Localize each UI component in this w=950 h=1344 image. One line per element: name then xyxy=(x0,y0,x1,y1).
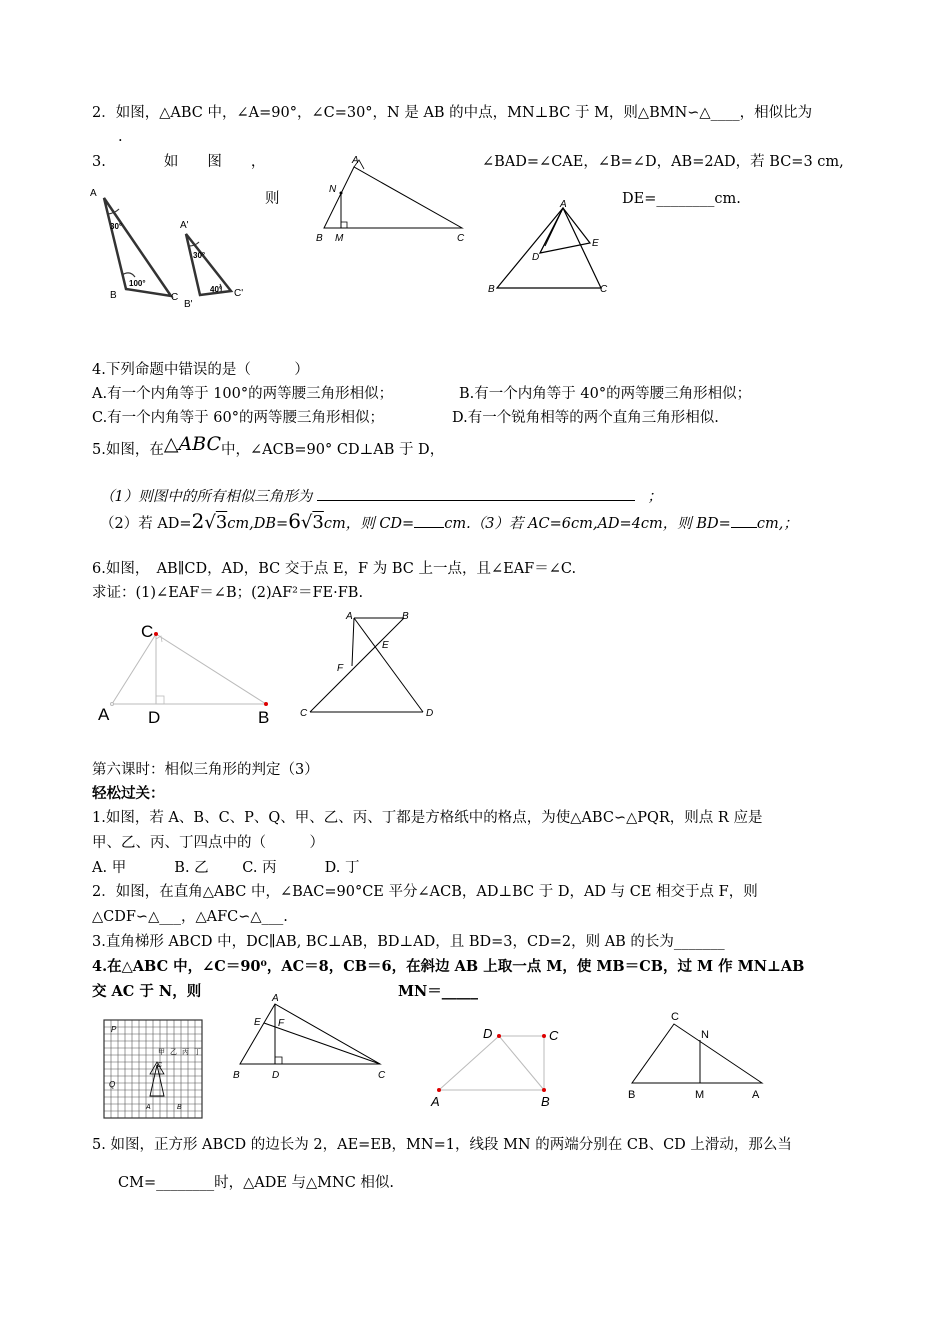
label-m: M xyxy=(695,1089,705,1101)
figure-l4-triangle xyxy=(622,1006,772,1104)
label-a: A xyxy=(90,188,97,199)
label-c: C xyxy=(457,233,465,244)
label-b: B xyxy=(541,1094,550,1109)
label-a: A xyxy=(752,1089,760,1101)
label-b: B xyxy=(402,611,409,622)
label-a: A xyxy=(346,611,353,622)
label-a: A xyxy=(431,1094,440,1109)
q5-stem xyxy=(92,433,445,459)
q4-stem: 4.下列命题中错误的是（ ） xyxy=(92,362,309,378)
label-d: D xyxy=(532,252,540,263)
label-f: F xyxy=(337,663,344,674)
figure-q2-triangle xyxy=(312,150,472,245)
q6-proof: 求证：(1)∠EAF＝∠B；(2)AF²＝FE·FB. xyxy=(92,585,364,601)
q5-part2-b: cm,DB= xyxy=(227,516,289,532)
q5-part1-label: （1）则图中的所有相似三角形为 xyxy=(100,489,313,505)
label-b: B xyxy=(233,1070,240,1081)
q6-stem: 6.如图， AB∥CD，AD，BC 交于点 E，F 为 BC 上一点，且∠EAF＝∠C. xyxy=(92,561,577,577)
label-e: E xyxy=(592,238,599,249)
q5-part2-d: cm.（3）若 AC=6cm,AD=4cm，则 BD= xyxy=(444,516,731,532)
label-ding: 丁 xyxy=(194,1049,201,1056)
q4-option-a: A.有一个内角等于 100°的两等腰三角形相似； xyxy=(92,386,394,402)
figure-grid xyxy=(104,1020,204,1120)
q3-condition: ∠BAD=∠CAE，∠B=∠D，AB=2AD，若 BC=3 cm, xyxy=(482,154,844,170)
label-c: C xyxy=(378,1070,386,1081)
q5-part2-e: cm,； xyxy=(756,516,798,532)
l2-line2: △CDF∽△___，△AFC∽△___. xyxy=(92,909,288,925)
q5-triangle: △ABC xyxy=(163,433,222,455)
q5-ad-rad: 3 xyxy=(215,512,228,533)
label-n: N xyxy=(701,1029,709,1041)
label-m: M xyxy=(335,233,344,244)
q5-cd-blank[interactable] xyxy=(414,513,444,528)
figure-l2-triangle xyxy=(228,990,396,1085)
figure-q6-diagram xyxy=(296,608,446,723)
label-f: F xyxy=(278,1018,285,1029)
label-c-prime: C' xyxy=(234,288,244,299)
label-b: B xyxy=(316,233,323,244)
label-b: B xyxy=(177,1104,182,1111)
label-n: N xyxy=(329,184,337,195)
label-jia: 甲 xyxy=(158,1049,165,1056)
label-angle-a-prime: 30° xyxy=(193,251,206,260)
label-c: C xyxy=(157,1062,163,1069)
label-p: P xyxy=(111,1025,117,1034)
label-angle-c-prime: 40° xyxy=(210,285,223,294)
label-c: C xyxy=(171,292,179,303)
q5-part1-end: ； xyxy=(647,489,662,505)
label-a: A xyxy=(98,705,110,724)
label-a: A xyxy=(560,199,567,210)
q4-option-c: C.有一个内角等于 60°的两等腰三角形相似； xyxy=(92,410,384,426)
label-q: Q xyxy=(109,1080,116,1089)
label-d: D xyxy=(426,708,434,719)
q5-db-coef: 6 xyxy=(288,509,301,533)
l1-line1: 1.如图，若 A、B、C、P、Q、甲、乙、丙、丁都是方格纸中的格点，为使△ABC∽△PQR，则点 R 应是 xyxy=(92,810,763,826)
q5-bd-blank[interactable] xyxy=(731,513,757,528)
label-yi: 乙 xyxy=(170,1049,177,1056)
l5-line2: CM=________时，△ADE 与△MNC 相似. xyxy=(118,1175,395,1191)
label-b-prime: B' xyxy=(184,299,193,310)
label-d: D xyxy=(148,708,161,727)
lesson-subtitle: 轻松过关： xyxy=(92,785,165,802)
label-angle-b: 100° xyxy=(129,279,146,288)
l2-line1: 2．如图，在直角△ABC 中，∠BAC=90°CE 平分∠ACB，AD⊥BC 于 D，AD 与 CE 相交于点 F，则 xyxy=(92,884,758,900)
label-b: B xyxy=(488,284,495,295)
l4-line2b: MN＝_____ xyxy=(398,983,479,1000)
figure-triangle-abc-prime xyxy=(176,214,256,309)
label-b: B xyxy=(258,708,270,727)
q5-part2-c: cm，则 CD= xyxy=(323,516,415,532)
q2-text: 2．如图，△ABC 中，∠A=90°，∠C=30°，N 是 AB 的中点，MN⊥BC 于 M，则△BMN∽△____，相似比为 xyxy=(92,105,813,121)
label-e: E xyxy=(254,1017,261,1028)
figure-q5-triangle xyxy=(94,620,284,730)
q2-tail: . xyxy=(118,129,123,145)
figure-triangle-abc xyxy=(86,182,186,307)
figure-q3-triangles xyxy=(484,196,614,296)
l1-line2: 甲、乙、丙、丁四点中的（ ） xyxy=(92,835,324,851)
q3-answer: DE=________cm. xyxy=(622,191,741,207)
q5-stem-a: 5.如图，在 xyxy=(92,442,164,458)
label-b: B xyxy=(110,290,117,301)
l4-line2: 交 AC 于 N，则 xyxy=(92,983,202,1000)
label-c: C xyxy=(141,622,154,641)
radical-icon: √ xyxy=(204,512,216,533)
label-bing: 丙 xyxy=(182,1049,189,1056)
q5-stem-b: 中，∠ACB=90° CD⊥AB 于 D， xyxy=(221,442,445,458)
q3-then: 则 xyxy=(265,191,280,207)
label-c: C xyxy=(300,708,308,719)
q5-part2 xyxy=(100,509,798,538)
q5-db-rad: 3 xyxy=(312,512,324,533)
label-a: A xyxy=(146,1104,151,1111)
q5-part2-a: （2）若 AD= xyxy=(100,516,192,532)
radical-icon: √ xyxy=(300,512,313,533)
figure-l3-trapezoid xyxy=(425,1020,570,1110)
l5-line1: 5. 如图，正方形 ABCD 的边长为 2，AE=EB，MN=1，线段 MN 的两端分别在 CB、CD 上滑动，那么当 xyxy=(92,1137,792,1153)
q5-part1 xyxy=(100,486,662,506)
label-d: D xyxy=(272,1070,280,1081)
l1-options: A. 甲 B. 乙 C. 丙 D. 丁 xyxy=(92,860,360,876)
label-a-prime: A' xyxy=(180,220,189,231)
label-a: A xyxy=(352,155,359,166)
q5-part1-blank[interactable] xyxy=(317,486,635,501)
q3-lead: 3. 如 图 ， xyxy=(92,154,266,170)
label-c: C xyxy=(549,1028,559,1043)
label-c: C xyxy=(671,1011,679,1023)
l4-line1: 4.在△ABC 中，∠C＝90⁰，AC＝8，CB＝6，在斜边 AB 上取一点 M，使 MB＝CB，过 M 作 MN⊥AB xyxy=(92,958,805,975)
label-a: A xyxy=(272,993,279,1004)
q4-option-d: D.有一个锐角相等的两个直角三角形相似. xyxy=(452,410,719,426)
q4-option-b: B.有一个内角等于 40°的两等腰三角形相似； xyxy=(459,386,752,402)
label-b: B xyxy=(628,1089,636,1101)
label-e: E xyxy=(382,640,389,651)
q5-ad-coef: 2 xyxy=(191,509,205,533)
label-c: C xyxy=(600,284,608,295)
l3-text: 3.直角梯形 ABCD 中，DC∥AB, BC⊥AB，BD⊥AD，且 BD=3，CD=2，则 AB 的长为_______ xyxy=(92,934,725,950)
label-d: D xyxy=(483,1026,493,1041)
lesson-title: 第六课时：相似三角形的判定（3） xyxy=(92,762,319,778)
label-angle-a: 30° xyxy=(110,222,123,231)
